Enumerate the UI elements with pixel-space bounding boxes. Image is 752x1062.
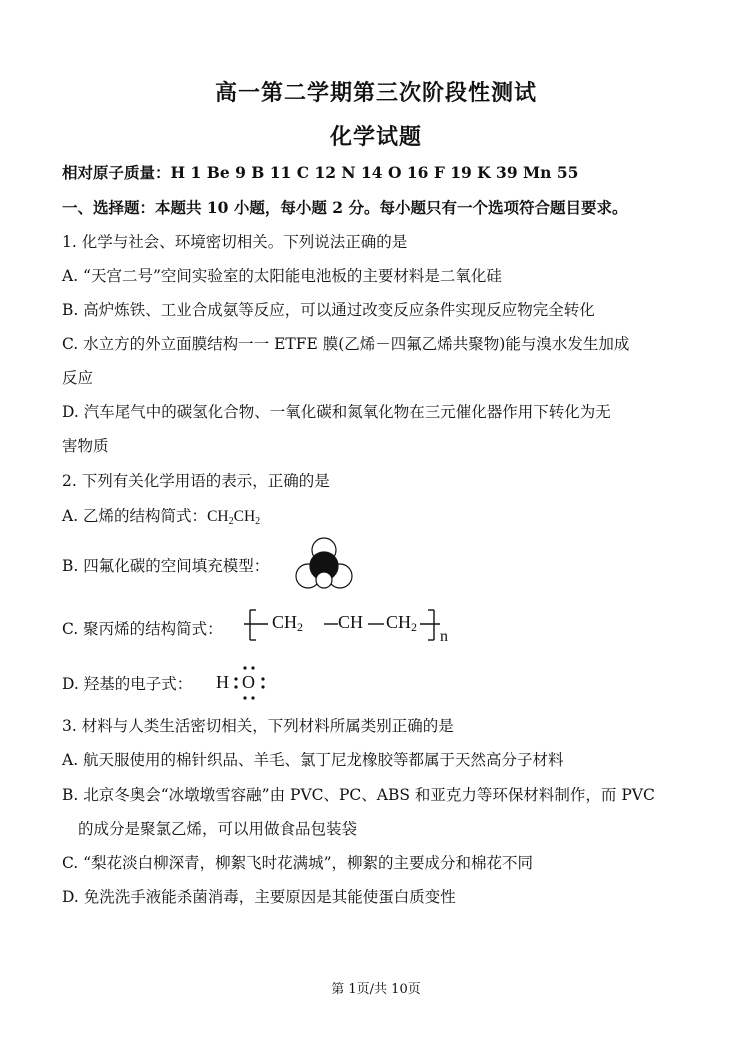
q1-option-a: A. “天宫二号”空间实验室的太阳能电池板的主要材料是二氧化硅: [62, 267, 502, 285]
q2-a-formula: $CH_2CH_2$: [207, 508, 261, 527]
q3-option-a: A. 航天服使用的棉针织品、羊毛、氯丁尼龙橡胶等都属于天然高分子材料: [62, 751, 564, 769]
polymer-unit-1: $CH_2$: [272, 612, 304, 634]
q2-option-b-label: B. 四氟化碳的空间填充模型：: [62, 557, 270, 575]
oxygen-symbol: O: [242, 672, 255, 692]
exam-title: 高一第二学期第三次阶段性测试: [214, 80, 537, 106]
hydroxyl-electron-formula: [216, 664, 276, 700]
q2-option-d-label: D. 羟基的电子式：: [62, 675, 193, 693]
q1-option-d: D. 汽车尾气中的碳氢化合物、一氧化碳和氮氧化物在三元催化器作用下转化为无: [62, 403, 611, 421]
atomic-masses: 相对原子质量：H 1 Be 9 B 11 C 12 N 14 O 16 F 19 K 39 Mn 55: [62, 163, 579, 182]
polymer-n-subscript: n: [440, 628, 448, 645]
q2-option-a: [62, 506, 702, 532]
q2-stem: 2. 下列有关化学用语的表示，正确的是: [62, 472, 330, 490]
polymer-unit-2: CH: [338, 612, 364, 632]
q1-option-c: C. 水立方的外立面膜结构一一 ETFE 膜(乙烯－四氟乙烯共聚物)能与溴水发生加成: [62, 335, 630, 353]
q2-option-a-label: A. 乙烯的结构简式：: [62, 507, 208, 525]
q2-option-d: [62, 674, 702, 694]
q3-option-b: B. 北京冬奥会“冰墩墩雪容融”由 PVC、PC、ABS 和亚克力等环保材料制作，而 PVC: [62, 786, 655, 804]
space-filling-model-icon: [294, 536, 354, 592]
exam-subtitle: 化学试题: [329, 124, 422, 150]
q3-stem: 3. 材料与人类生活密切相关，下列材料所属类别正确的是: [62, 717, 454, 735]
q1-option-c-cont: 反应: [62, 369, 94, 387]
q1-option-b: B. 高炉炼铁、工业合成氨等反应，可以通过改变反应条件实现反应物完全转化: [62, 301, 595, 319]
q1-option-d-cont: 害物质: [62, 437, 109, 455]
q3-option-d: D. 免洗洗手液能杀菌消毒，主要原因是其能使蛋白质变性: [62, 888, 456, 906]
page-number: 第 1页/共 10页: [331, 982, 421, 997]
q3-option-b-cont: 的成分是聚氯乙烯，可以用做食品包装袋: [78, 820, 358, 838]
polymer-unit-3: $CH_2$: [386, 612, 418, 634]
section-heading: 一、选择题：本题共 10 小题，每小题 2 分。每小题只有一个选项符合题目要求。: [62, 198, 628, 217]
q3-option-c: C. “梨花淡白柳深青，柳絮飞时花满城”，柳絮的主要成分和棉花不同: [62, 854, 534, 872]
hydrogen-symbol: H: [216, 672, 229, 692]
electron-dots-icon: [216, 664, 276, 700]
q2-option-b: [62, 556, 702, 576]
q1-stem: 1. 化学与社会、环境密切相关。下列说法正确的是: [62, 233, 408, 251]
q2-option-c-label: C. 聚丙烯的结构简式：: [62, 620, 223, 638]
polypropylene-formula: [244, 604, 464, 648]
